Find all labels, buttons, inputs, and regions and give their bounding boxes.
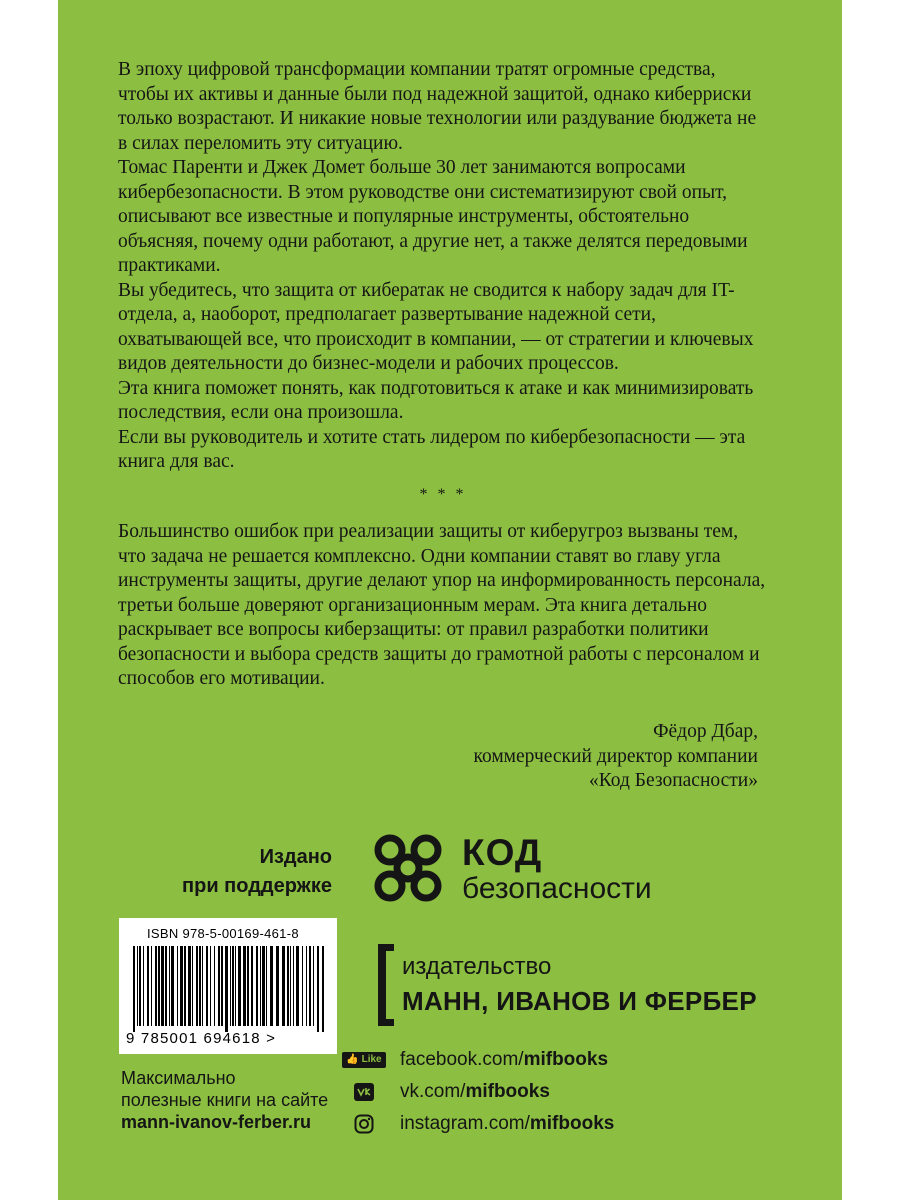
publisher-label: издательство [402, 953, 552, 980]
section-separator: * * * [419, 486, 467, 503]
instagram-link-handle: mifbooks [529, 1113, 615, 1134]
instagram-icon [344, 1115, 384, 1133]
site-promo [121, 1067, 328, 1133]
isbn-barcode [119, 918, 337, 1054]
sponsor-name-line1: КОД [462, 832, 543, 873]
vk-link-handle: mifbooks [465, 1081, 550, 1102]
publisher-bracket-icon [378, 944, 386, 1026]
sponsor-name [462, 834, 652, 906]
site-url-link[interactable]: mann-ivanov-ferber.ru [121, 1112, 312, 1132]
social-link-vk[interactable] [344, 1076, 614, 1108]
page-margin [842, 0, 900, 1200]
sponsor-name-line2: безопасности [462, 872, 652, 905]
facebook-like-icon [344, 1051, 384, 1069]
social-links [344, 1044, 614, 1140]
site-promo-line2: полезные книги на сайте [121, 1090, 329, 1110]
isbn-label: ISBN 978-5-00169-461-8 [147, 926, 299, 941]
instagram-link-prefix: instagram.com/ [400, 1113, 530, 1134]
publisher [402, 952, 757, 1020]
vk-link-prefix: vk.com/ [400, 1081, 466, 1102]
sponsor-label-line2: при поддержке [182, 875, 332, 897]
quote-signature [473, 720, 758, 794]
vk-icon [344, 1083, 384, 1101]
quote-author-role: коммерческий директор компании [473, 745, 758, 767]
quote-author-company: «Код Безопасности» [589, 770, 758, 791]
chain-links-logo-icon [368, 828, 448, 908]
site-promo-line1: Максимально [121, 1068, 236, 1088]
facebook-link-prefix: facebook.com/ [400, 1049, 524, 1070]
quote-author-name: Фёдор Дбар, [653, 721, 758, 742]
sponsor-label-line1: Издано [259, 846, 332, 868]
review-quote [118, 520, 768, 692]
annotation-text [118, 58, 768, 475]
barcode-digits: 9 785001 694618 > [126, 1030, 277, 1047]
paragraph: Вы убедитесь, что защита от кибератак не сводится к набору задач для IT-отдела, а, наоборот, предполагает развертывание надежной сети, охватывающей все, что происходит в компании, — от стратегии и ключевых видов деятельности до бизнес-модели и рабочих процессов. [118, 279, 754, 374]
paragraph: Эта книга поможет понять, как подготовиться к атаке и как минимизировать последствия, если она произошла. [118, 377, 754, 423]
facebook-link-handle: mifbooks [523, 1049, 609, 1070]
social-link-instagram[interactable] [344, 1108, 614, 1140]
social-link-facebook[interactable] [344, 1044, 614, 1076]
like-badge: 👍 Like [342, 1052, 385, 1068]
paragraph: Если вы руководитель и хотите стать лидером по кибербезопасности — эта книга для вас. [118, 426, 746, 472]
quote-paragraph: Большинство ошибок при реализации защиты от киберугроз вызваны тем, что задача не решается комплексно. Одни компании ставят во главу угла инструменты защиты, другие делают упор на информированность персонала, третьи больше доверяют организационным мерам. Эта книга детально раскрывает все вопросы киберзащиты: от правил разработки политики безопасности и выбора средств защиты до грамотной работы с персоналом и способов его мотивации. [118, 521, 766, 689]
sponsor-label [182, 843, 332, 901]
paragraph: В эпоху цифровой трансформации компании тратят огромные средства, чтобы их активы и данные были под надежной защитой, однако киберриски только возрастают. И никакие новые технологии или раздувание бюджета не в силах переломить эту ситуацию. [118, 59, 757, 154]
paragraph: Томас Паренти и Джек Домет больше 30 лет занимаются вопросами кибербезопасности. В этом руководстве они систематизируют свой опыт, описывают все известные и популярные инструменты, обстоятельно объясняя, почему одни работают, а другие нет, а также делятся передовыми практиками. [118, 157, 748, 276]
publisher-name: МАНН, ИВАНОВ И ФЕРБЕР [402, 986, 757, 1016]
